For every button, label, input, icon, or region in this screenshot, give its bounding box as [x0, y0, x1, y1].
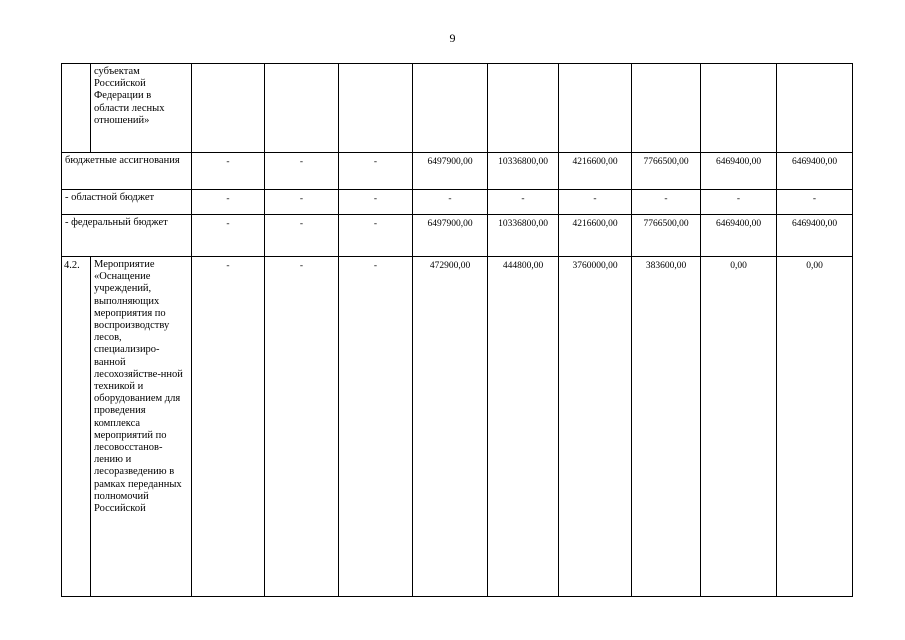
value-cell: 444800,00: [488, 257, 559, 597]
row-label: - федеральный бюджет: [62, 215, 192, 257]
table-row: [62, 190, 853, 215]
value-cell: [701, 64, 777, 153]
value-cell: -: [777, 190, 853, 215]
value-cell: -: [192, 257, 265, 597]
value-cell: -: [339, 153, 413, 190]
value-cell: [265, 64, 339, 153]
row-label: бюджетные ассигнования: [62, 153, 192, 190]
value-cell: 383600,00: [632, 257, 701, 597]
value-cell: -: [265, 153, 339, 190]
page-number: 9: [449, 31, 456, 45]
value-cell: -: [632, 190, 701, 215]
value-cell: 6469400,00: [701, 215, 777, 257]
value-cell: -: [265, 215, 339, 257]
value-cell: [192, 64, 265, 153]
table-row: [62, 64, 853, 153]
value-cell: -: [339, 190, 413, 215]
value-cell: -: [488, 190, 559, 215]
value-cell: -: [192, 215, 265, 257]
budget-table: [61, 63, 853, 597]
value-cell: 6497900,00: [413, 215, 488, 257]
value-cell: [559, 64, 632, 153]
value-cell: 3760000,00: [559, 257, 632, 597]
value-cell: 7766500,00: [632, 153, 701, 190]
value-cell: 472900,00: [413, 257, 488, 597]
value-cell: 10336800,00: [488, 215, 559, 257]
value-cell: [339, 64, 413, 153]
value-cell: -: [339, 215, 413, 257]
table-row: [62, 153, 853, 190]
value-cell: 6469400,00: [701, 153, 777, 190]
value-cell: -: [265, 257, 339, 597]
index-cell: 4.2.: [62, 257, 91, 597]
value-cell: 0,00: [701, 257, 777, 597]
value-cell: 7766500,00: [632, 215, 701, 257]
value-cell: 6469400,00: [777, 215, 853, 257]
value-cell: 0,00: [777, 257, 853, 597]
value-cell: -: [701, 190, 777, 215]
value-cell: -: [559, 190, 632, 215]
item-label: субъектам Российской Федерации в области лесных отношений»: [91, 64, 192, 153]
value-cell: 6469400,00: [777, 153, 853, 190]
table-row: [62, 215, 853, 257]
value-cell: 4216600,00: [559, 153, 632, 190]
value-cell: [777, 64, 853, 153]
value-cell: [632, 64, 701, 153]
table-row: [62, 257, 853, 597]
item-label: Мероприятие «Оснащение учреждений, выполняющих мероприятия по воспроизводству лесов, специализиро-ванной лесохозяйстве-нной техникой и оборудованием для проведения комплекса мероприятий по лесовосстанов-лению и лесоразведению в рамках переданных полномочий Российской: [91, 257, 192, 597]
value-cell: -: [192, 190, 265, 215]
index-cell: [62, 64, 91, 153]
value-cell: 10336800,00: [488, 153, 559, 190]
row-label: - областной бюджет: [62, 190, 192, 215]
value-cell: [488, 64, 559, 153]
value-cell: 6497900,00: [413, 153, 488, 190]
value-cell: 4216600,00: [559, 215, 632, 257]
value-cell: [413, 64, 488, 153]
value-cell: -: [265, 190, 339, 215]
value-cell: -: [339, 257, 413, 597]
value-cell: -: [413, 190, 488, 215]
value-cell: -: [192, 153, 265, 190]
